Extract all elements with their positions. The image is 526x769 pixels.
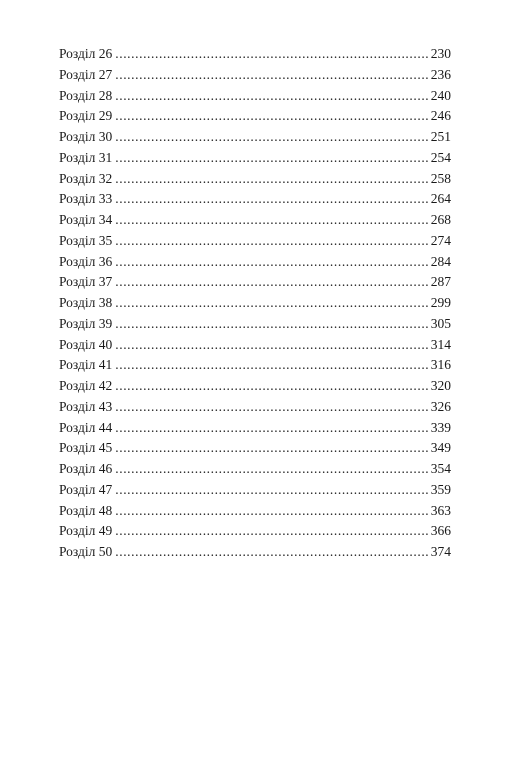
toc-entry-title: Розділ 32 xyxy=(59,170,113,186)
toc-entry-title: Розділ 35 xyxy=(59,232,113,248)
toc-dot-leader xyxy=(115,355,430,376)
toc-dot-leader xyxy=(115,210,430,231)
toc-entry[interactable] xyxy=(59,314,451,335)
toc-dot-leader xyxy=(115,397,430,418)
toc-entry-page: 254 xyxy=(430,149,451,165)
toc-dot-leader xyxy=(115,127,430,148)
toc-entry[interactable] xyxy=(59,335,451,356)
toc-entry-page: 349 xyxy=(430,440,451,456)
toc-entry-title: Розділ 44 xyxy=(59,419,113,435)
toc-dot-leader xyxy=(115,501,430,522)
toc-entry-page: 374 xyxy=(430,544,451,559)
toc-entry-page: 314 xyxy=(430,336,451,352)
toc-entry[interactable] xyxy=(59,210,451,231)
toc-dot-leader xyxy=(115,272,430,293)
toc-entry[interactable] xyxy=(59,148,451,169)
toc-entry-page: 284 xyxy=(430,253,451,269)
toc-entry[interactable] xyxy=(59,501,451,522)
toc-entry[interactable] xyxy=(59,459,451,480)
toc-entry[interactable] xyxy=(59,189,451,210)
toc-entry-title: Розділ 38 xyxy=(59,295,113,310)
toc-entry-title: Розділ 41 xyxy=(59,357,113,373)
toc-entry-title: Розділ 34 xyxy=(59,212,113,227)
toc-entry[interactable] xyxy=(59,376,451,397)
toc-entry[interactable] xyxy=(59,272,451,293)
toc-entry[interactable] xyxy=(59,252,451,273)
toc-entry[interactable] xyxy=(59,355,451,376)
toc-dot-leader xyxy=(115,148,430,169)
toc-dot-leader xyxy=(115,189,430,210)
toc-entry-page: 316 xyxy=(430,357,451,373)
toc-entry[interactable] xyxy=(59,480,451,501)
toc-entry-title: Розділ 26 xyxy=(59,46,113,61)
toc-dot-leader xyxy=(115,459,430,480)
toc-entry[interactable] xyxy=(59,44,451,65)
toc-entry-title: Розділ 40 xyxy=(59,336,113,352)
toc-entry[interactable] xyxy=(59,86,451,107)
toc-entry-page: 339 xyxy=(430,419,451,435)
toc-entry-title: Розділ 30 xyxy=(59,129,113,144)
toc-entry[interactable] xyxy=(59,293,451,314)
toc-entry[interactable] xyxy=(59,397,451,418)
toc-entry-title: Розділ 36 xyxy=(59,253,113,269)
toc-dot-leader xyxy=(115,480,430,501)
toc-dot-leader xyxy=(115,231,430,252)
toc-entry-title: Розділ 28 xyxy=(59,87,113,103)
toc-entry-page: 236 xyxy=(430,66,451,82)
toc-entry-page: 264 xyxy=(430,191,451,207)
toc-dot-leader xyxy=(115,418,430,439)
toc-entry-page: 258 xyxy=(430,170,451,186)
toc-dot-leader xyxy=(115,106,430,127)
toc-entry-page: 251 xyxy=(430,129,451,144)
toc-entry[interactable] xyxy=(59,106,451,127)
toc-entry-title: Розділ 48 xyxy=(59,502,113,518)
toc-entry-page: 326 xyxy=(430,398,451,414)
toc-entry[interactable] xyxy=(59,65,451,86)
toc-entry[interactable] xyxy=(59,438,451,459)
toc-entry-title: Розділ 43 xyxy=(59,398,113,414)
toc-entry-page: 363 xyxy=(430,502,451,518)
toc-entry-page: 287 xyxy=(430,274,451,290)
toc-entry-page: 274 xyxy=(430,232,451,248)
toc-entry-title: Розділ 46 xyxy=(59,461,113,476)
toc-entry-title: Розділ 50 xyxy=(59,544,113,559)
toc-dot-leader xyxy=(115,314,430,335)
toc-entry[interactable] xyxy=(59,169,451,190)
toc-entry-page: 366 xyxy=(430,523,451,539)
toc-entry[interactable] xyxy=(59,521,451,542)
toc-entry-title: Розділ 33 xyxy=(59,191,113,207)
toc-dot-leader xyxy=(115,335,430,356)
toc-dot-leader xyxy=(115,65,430,86)
toc-entry[interactable] xyxy=(59,127,451,148)
toc-entry-page: 359 xyxy=(430,481,451,497)
toc-entry-page: 240 xyxy=(430,87,451,103)
toc-dot-leader xyxy=(115,521,430,542)
toc-entry-title: Розділ 49 xyxy=(59,523,113,539)
table-of-contents xyxy=(59,44,451,563)
toc-entry-title: Розділ 39 xyxy=(59,315,113,331)
toc-dot-leader xyxy=(115,169,430,190)
toc-dot-leader xyxy=(115,293,430,314)
toc-entry[interactable] xyxy=(59,542,451,563)
toc-entry-page: 246 xyxy=(430,108,451,124)
toc-entry-page: 268 xyxy=(430,212,451,227)
toc-entry-page: 354 xyxy=(430,461,451,476)
toc-dot-leader xyxy=(115,44,430,65)
toc-entry-title: Розділ 45 xyxy=(59,440,113,456)
toc-dot-leader xyxy=(115,438,430,459)
toc-entry-page: 299 xyxy=(430,295,451,310)
toc-entry-title: Розділ 31 xyxy=(59,149,113,165)
toc-entry-title: Розділ 42 xyxy=(59,378,113,393)
toc-entry-title: Розділ 47 xyxy=(59,481,113,497)
toc-entry-title: Розділ 29 xyxy=(59,108,113,124)
toc-dot-leader xyxy=(115,86,430,107)
toc-dot-leader xyxy=(115,542,430,563)
toc-entry[interactable] xyxy=(59,231,451,252)
toc-entry-page: 305 xyxy=(430,315,451,331)
toc-entry-page: 230 xyxy=(430,46,451,61)
toc-dot-leader xyxy=(115,376,430,397)
toc-entry-title: Розділ 27 xyxy=(59,66,113,82)
toc-entry-page: 320 xyxy=(430,378,451,393)
toc-entry-title: Розділ 37 xyxy=(59,274,113,290)
toc-entry[interactable] xyxy=(59,418,451,439)
toc-dot-leader xyxy=(115,252,430,273)
